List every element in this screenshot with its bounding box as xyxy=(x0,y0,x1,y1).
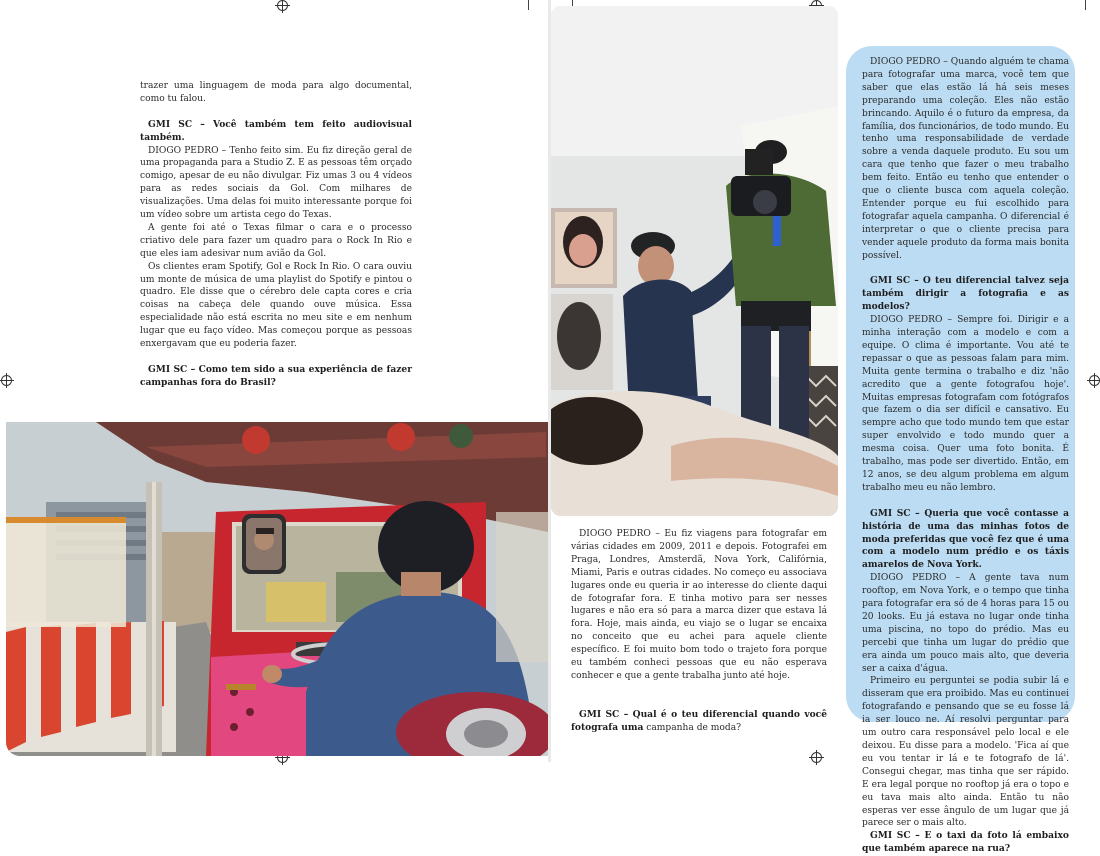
question-bold-text: GMI SC – Qual é o teu diferencial quando você fotografa uma xyxy=(571,708,827,733)
middle-text-column xyxy=(571,528,827,734)
trim-mark xyxy=(528,0,529,10)
interview-answer: DIOGO PEDRO – Sempre foi. Dirigir e a minha interação com a modelo e com a equipe. O clima é importante. Vou até te repassar o que as pessoas falam para mim. Muita gente termina o trabalho e diz 'não acredito que a gente fotografou hoje'. Muitas empresas fotografam com fotógrafos que fazem o dia ser difícil e cansativo. Eu sempre acho que todo mundo tem que estar super envolvido e todo mundo quer a mesma coisa. Quer uma foto bonita. É trabalho, mas pode ser divertido. Então, em 12 anos, se deu algum problema em algum trabalho meu eu não lembro. xyxy=(862,315,1069,493)
left-text-column xyxy=(140,80,412,390)
tuktuk-illustration xyxy=(6,422,548,756)
paragraph: Primeiro eu perguntei se podia subir lá e disseram que era proibido. Mas eu continuei fotografando e pensando que se eu fosse lá ia ser louco ne. Aí resolvi perguntar para um outro cara responsável pelo local e ele deixou. Eu disse para a modelo. 'Fica aí que eu vou tentar ir lá e te fotografo de lá'. Consegui chegar, mas tinha que ser rápido. E era legal porque no rooftop já era o topo e eu tava mais alto ainda. Então tu não esperas ver esse ângulo de um lugar que já parece ser o mais alto. xyxy=(862,676,1069,829)
interview-question: GMI SC – Queria que você contasse a história de uma das minhas fotos de moda preferidas que você fez que é uma com a modelo num prédio e os táxis amarelos de Nova York. xyxy=(862,507,1069,571)
paragraph: A gente foi até o Texas filmar o cara e o processo criativo dele para fazer um quadro para o Rock In Rio e que eles iam adesivar num avião da Gol. xyxy=(140,222,412,259)
interview-answer: DIOGO PEDRO – Quando alguém te chama para fotografar uma marca, você tem que saber que elas estão lá há seis meses preparando uma coleção. Eles não estão brincando. Aquilo é o futuro da empresa, da família, dos funcionários, de todo mundo. Eu tenho uma responsabilidade de verdade sobre a venda daquele produto. Eu sou um cara que tenho que fazer o meu trabalho bem feito. Então eu tenho que entender o que o cliente busca com aquela coleção. Entender porque eu fui escolhido para fotografar aquela campanha. O diferencial é interpretar o que o cliente precisa para vender aquele produto da forma mais bonita possível. xyxy=(862,57,1069,261)
paragraph: Os clientes eram Spotify, Gol e Rock In Rio. O cara ouviu um monte de música de uma playlist do Spotify e pintou o quadro. Ele disse que o cérebro dele capta cores e cria coisas na cabeça dele quando ouve música. Essa especialidade não está escrita no meu site e em nenhum lugar que eu faço vídeo. Mas começou porque as pessoas enxergavam que eu poderia fazer. xyxy=(140,261,412,350)
film-crew-illustration xyxy=(551,6,838,516)
right-text-column xyxy=(862,56,1069,856)
tuktuk-photo xyxy=(6,422,548,756)
interview-question xyxy=(571,709,827,735)
registration-mark-icon xyxy=(1,375,12,386)
trim-mark xyxy=(1085,0,1086,10)
interview-answer: DIOGO PEDRO – A gente tava num rooftop, em Nova York, e o tempo que tinha para fotografar era só de 4 horas para 15 ou 20 looks. Eu já estava no lugar onde tinha uma piscina, no topo do prédio. Mas eu percebi que tinha um lugar do prédio que era ainda um pouco mais alto, que deveria ser a caixa d'água. xyxy=(862,573,1069,674)
registration-mark-icon xyxy=(277,0,288,11)
interview-answer: DIOGO PEDRO – Eu fiz viagens para fotografar em várias cidades em 2009, 2011 e depois. Fotografei em Praga, Londres, Amsterdã, Nova York, Califórnia, Miami, Paris e outras cidades. No começo eu associava lugares onde eu queria ir ao interesse do cliente daqui de fotografar fora. E tinha motivo para ser nesses lugares e não era só para a marca dizer que estava lá fora. Hoje, mais ainda, eu viajo se o lugar se encaixa no conceito que eu achei para aquele cliente específico. E foi muito bom todo o trajeto fora porque eu também conheci pessoas que eu não esperava conhecer e que a gente trabalha junto até hoje. xyxy=(571,529,827,681)
interview-question: GMI SC – Você também tem feito audiovisual também. xyxy=(140,118,412,143)
registration-mark-icon xyxy=(1089,375,1100,386)
question-plain-text: campanha de moda? xyxy=(643,722,741,733)
interview-question: GMI SC – E o taxi da foto lá embaixo que também aparece na rua? xyxy=(862,830,1069,855)
registration-mark-icon xyxy=(811,752,822,763)
interview-answer: DIOGO PEDRO – Tenho feito sim. Eu fiz direção geral de uma propaganda para a Studio Z. E as pessoas têm orçado comigo, apesar de eu não divulgar. Fiz umas 3 ou 4 vídeos para as redes sociais da Gol. Com milhares de visualizações. Uma delas foi muito interessante porque foi um vídeo sobre um artista cego do Texas. xyxy=(140,145,412,221)
film-crew-photo xyxy=(551,6,838,516)
interview-question: GMI SC – O teu diferencial talvez seja também dirigir a fotografia e as modelos? xyxy=(862,275,1069,313)
interview-question: GMI SC – Como tem sido a sua experiência de fazer campanhas fora do Brasil? xyxy=(140,363,412,388)
paragraph: trazer uma linguagem de moda para algo documental, como tu falou. xyxy=(140,81,412,104)
